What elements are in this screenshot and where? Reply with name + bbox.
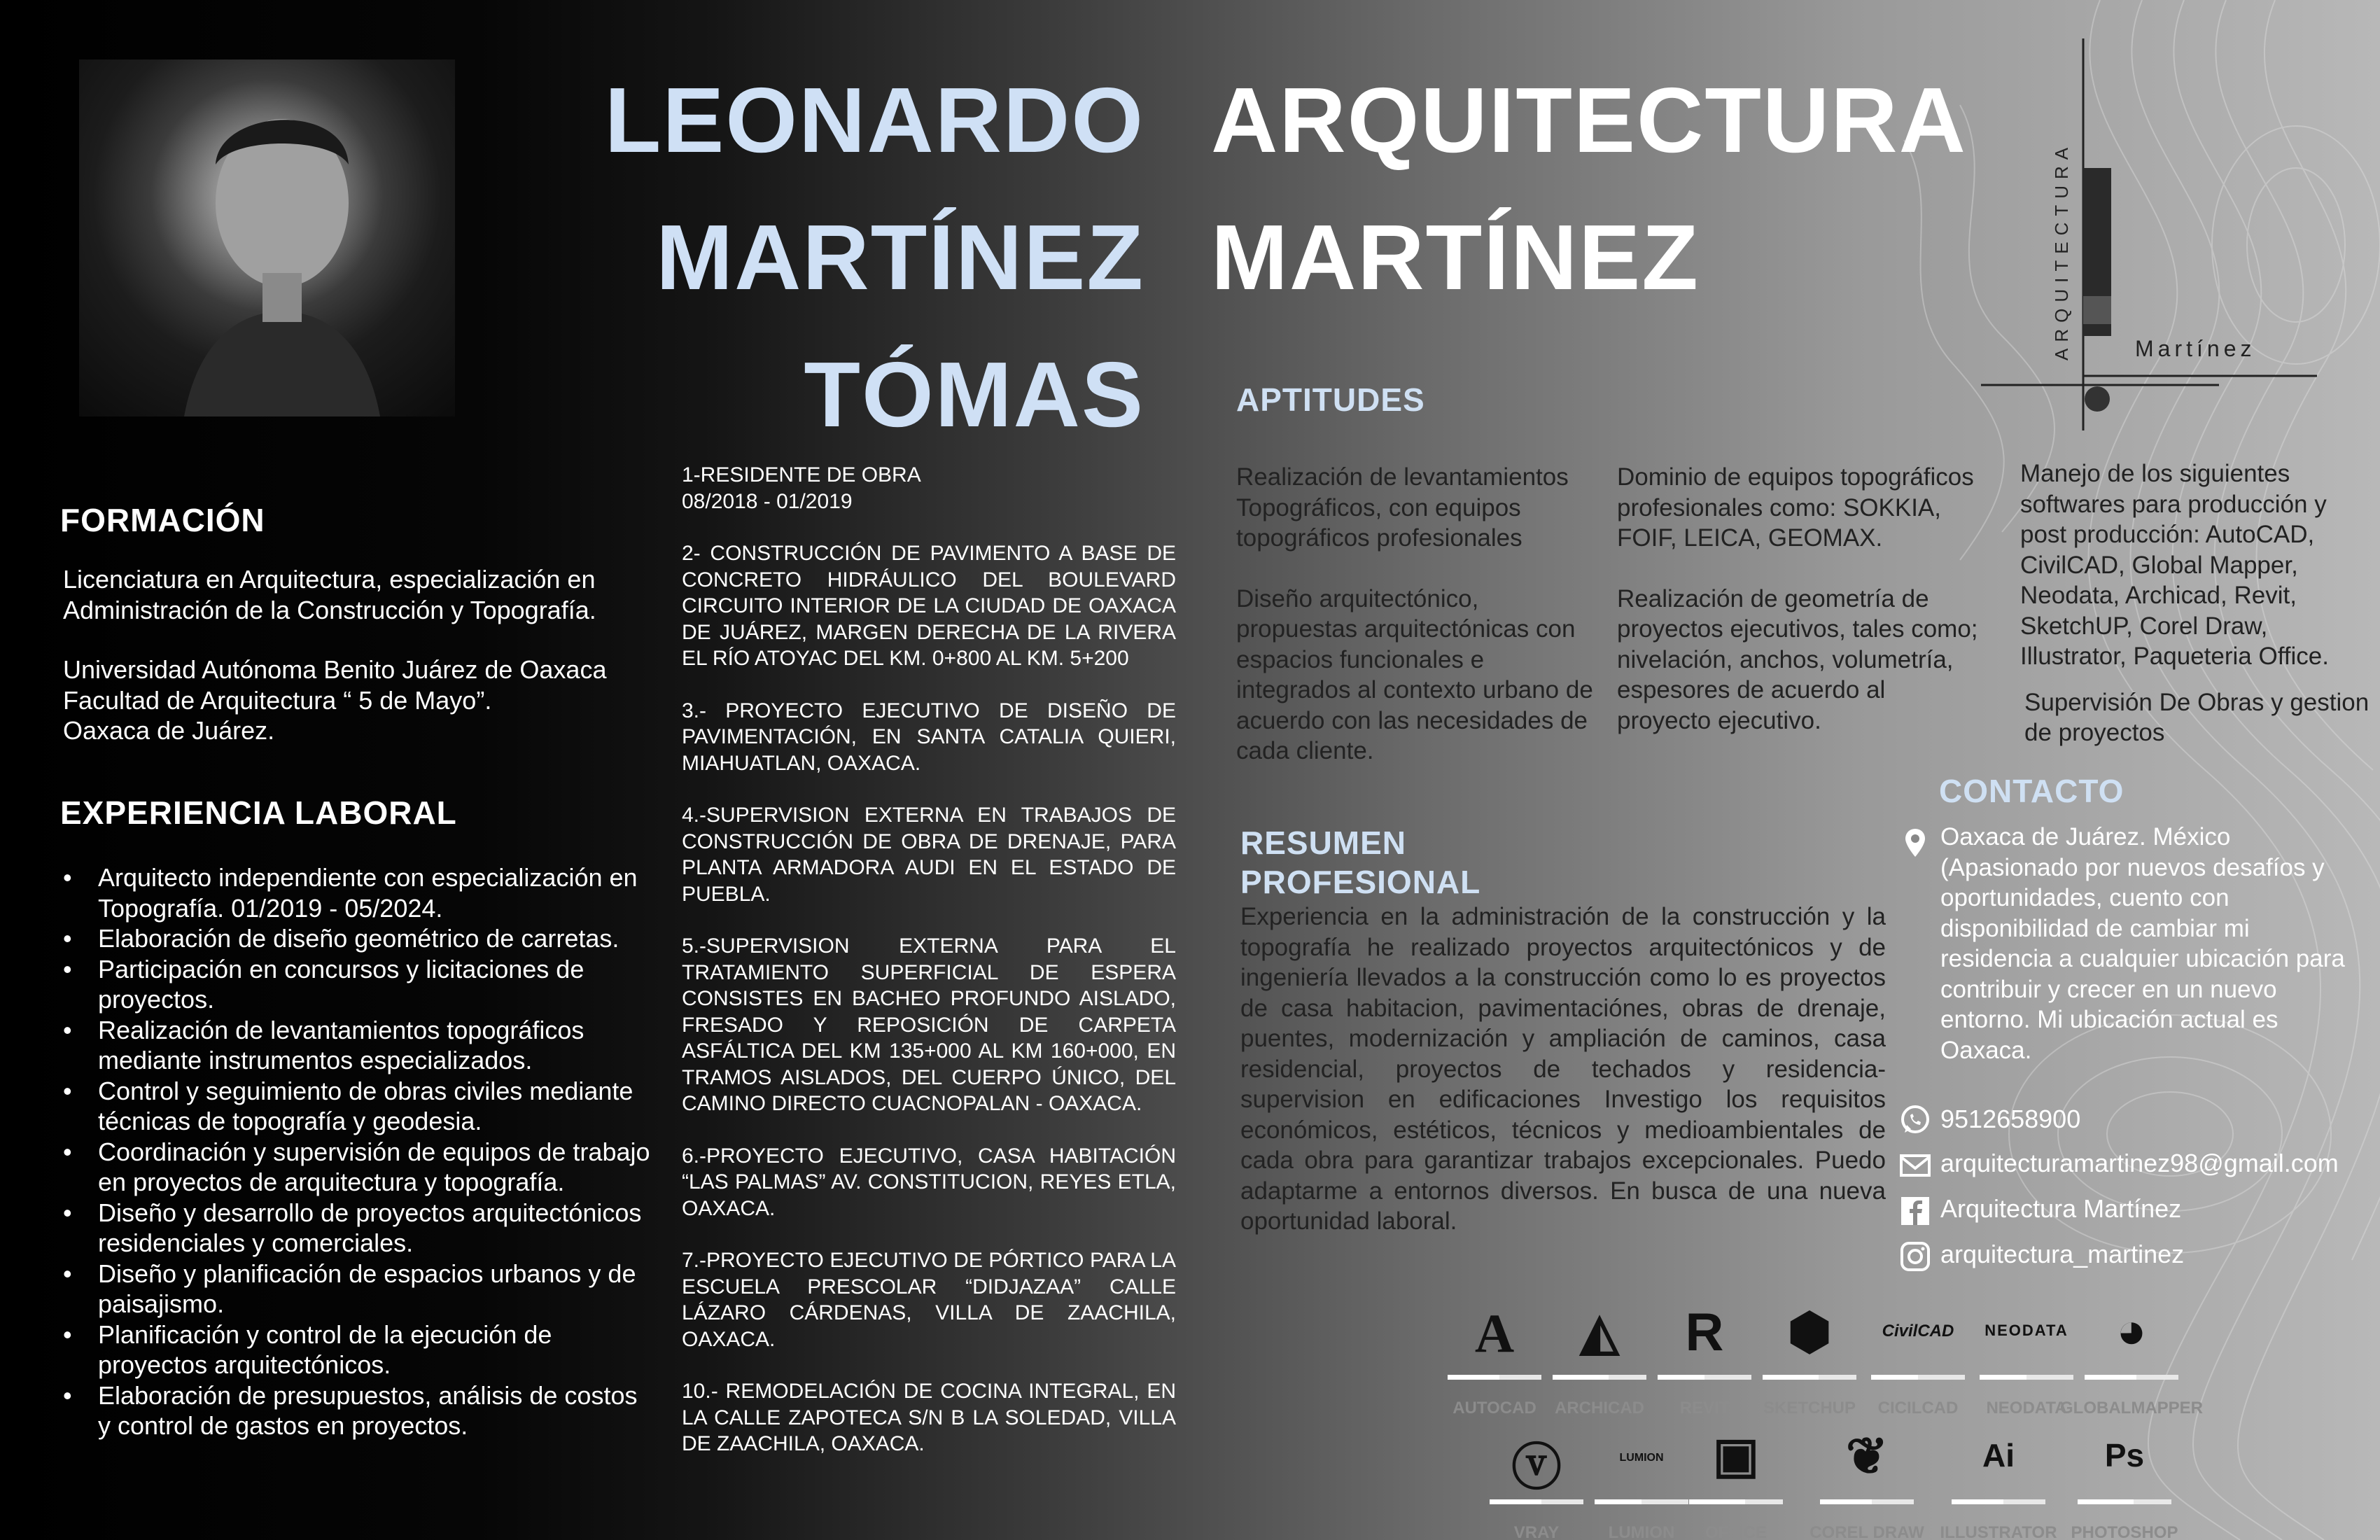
coreldraw-label: COREL DRAW (1809, 1523, 1924, 1540)
office-level-fill (1689, 1499, 1745, 1504)
aptitudes-col1 (1236, 462, 1600, 766)
sketchup-level-bar (1763, 1375, 1856, 1380)
photoshop-icon: Ps (2104, 1437, 2145, 1474)
name-line-1: LEONARDO (604, 69, 1144, 172)
office-level-bar (1689, 1499, 1783, 1504)
aptitude-item: Diseño arquitectónico, propuestas arquitectónicas con espacios funcionales e integrados al contexto urbano de acuerdo con las necesidades de cada cliente. (1236, 584, 1593, 764)
project-item: 10.- REMODELACIÓN DE COCINA INTEGRAL, EN LA CALLE ZAPOTECA S/N B LA SOLEDAD, VILLA DE ZAACHILA, OAXACA. (682, 1380, 1176, 1455)
archicad-icon: ◭ (1580, 1304, 1619, 1360)
office-icon: ▣ (1712, 1428, 1760, 1483)
archicad-level-fill (1553, 1375, 1609, 1380)
autocad-level-fill (1448, 1375, 1499, 1380)
brand-logo-vertical-text: ARQUITECTURA (2051, 141, 2072, 360)
project-item: 7.-PROYECTO EJECUTIVO DE PÓRTICO PARA LA ESCUELA PRESCOLAR “DIDJAZAA” CALLE LÁZARO CÁRDENAS, VILLA DE ZAACHILA, OAXACA. (682, 1249, 1176, 1351)
aptitude-item: Realización de levantamientos Topográficos, con equipos topográficos profesionales (1236, 463, 1569, 552)
aptitudes-col2 (1617, 462, 1981, 736)
illustrator-level-bar (1952, 1499, 2045, 1504)
contacto-title: CONTACTO (1939, 773, 2124, 809)
formacion-school-line: Facultad de Arquitectura “ 5 de Mayo”. (63, 685, 492, 715)
civilcad-icon: CivilCAD (1882, 1322, 1954, 1340)
aptitudes-col3 (2020, 458, 2370, 748)
contact-email[interactable] (1897, 1149, 2339, 1178)
list-item: • Elaboración de diseño geométrico de carretas. (60, 923, 654, 954)
project-item: 6.-PROYECTO EJECUTIVO, CASA HABITACIÓN “LAS PALMAS” AV. CONSTITUCION, REYES ETLA, OAXACA. (682, 1144, 1176, 1220)
archicad-level-bar (1553, 1375, 1646, 1380)
contact-phone[interactable] (1897, 1105, 2080, 1134)
globalmapper-level-bar (2085, 1375, 2178, 1380)
neodata-label: NEODATA (1986, 1399, 2067, 1418)
list-item: • Diseño y planificación de espacios urbanos y de paisajismo. (60, 1259, 654, 1320)
photoshop-level-fill (2078, 1499, 2134, 1504)
neodata-level-fill (1980, 1375, 2026, 1380)
list-item: • Realización de levantamientos topográficos mediante instrumentos especializados. (60, 1015, 654, 1076)
brand-logo (1981, 38, 2331, 430)
list-item: • Arquitecto independiente con especialización en Topografía. 01/2019 - 05/2024. (60, 862, 654, 923)
lumion-level-fill (1595, 1499, 1642, 1504)
contact-email-text: arquitecturamartinez98@gmail.com (1940, 1149, 2339, 1177)
photoshop-label: PHOTOSHOP (2071, 1523, 2178, 1540)
project-item: 2- CONSTRUCCIÓN DE PAVIMENTO A BASE DE CONCRETO HIDRÁULICO DEL BOULEVARD CIRCUITO INTERIOR DE LA CIUDAD DE OAXACA DE JUÁREZ, MARGEN DERECHA DE LA RIVERA EL RÍO ATOYAC DEL KM. 0+800 AL KM. 5+200 (682, 542, 1176, 670)
experiencia-title: EXPERIENCIA LABORAL (60, 794, 457, 831)
profile-photo (79, 59, 455, 416)
office-label: OFFICE (1705, 1523, 1767, 1540)
photoshop-level-bar (2078, 1499, 2171, 1504)
project-item: 5.-SUPERVISION EXTERNA PARA EL TRATAMIENTO SUPERFICIAL DE ESPERA CONSISTES EN BACHEO PROFUNDO AISLADO, FRESADO Y REPOSICIÓN DE CARPETA ASFÁLTICA DEL KM 135+000 AL KM 160+000, EN TRAMOS AISLADOS, DEL CUERPO ÚNICO, DEL CAMINO DIRECTO CUACNOPALAN - OAXACA. (682, 934, 1176, 1115)
revit-icon: R (1685, 1303, 1724, 1362)
project-item: 3.- PROYECTO EJECUTIVO DE DISEÑO DE PAVIMENTACIÓN, EN SANTA CATALIA QUIERI, MIAHUATLAN, OAXACA. (682, 699, 1176, 775)
revit-level-bar (1658, 1375, 1751, 1380)
archicad-label: ARCHICAD (1555, 1399, 1644, 1418)
name-line-3: TÓMAS (804, 343, 1144, 446)
civilcad-level-fill (1871, 1375, 1918, 1380)
coreldraw-level-fill (1820, 1499, 1872, 1504)
revit-label: REVIT (1679, 1399, 1730, 1418)
project-item: 4.-SUPERVISION EXTERNA EN TRABAJOS DE CONSTRUCCIÓN DE OBRA DE DRENAJE, PARA PLANTA ARMADORA AUDI EN EL ESTADO DE PUEBLA. (682, 804, 1176, 906)
autocad-label: AUTOCAD (1452, 1399, 1536, 1418)
list-item: • Coordinación y supervisión de equipos de trabajo en proyectos de arquitectura y topografía. (60, 1137, 654, 1198)
brand-line-2: MARTÍNEZ (1211, 206, 1700, 309)
civilcad-label: CICILCAD (1877, 1399, 1959, 1418)
globalmapper-label: GLOBALMAPPER (2060, 1399, 2203, 1418)
vray-label: VRAY (1513, 1523, 1560, 1540)
formacion-school-line: Universidad Autónoma Benito Juárez de Oaxaca (63, 655, 607, 684)
vray-level-bar (1490, 1499, 1583, 1504)
experiencia-list (60, 862, 654, 1441)
resumen-title (1240, 823, 1480, 902)
globalmapper-level-fill (2085, 1375, 2136, 1380)
sketchup-label: SKETCHUP (1763, 1399, 1856, 1418)
autocad-level-bar (1448, 1375, 1541, 1380)
aptitudes-title: APTITUDES (1236, 382, 1425, 418)
revit-level-fill (1658, 1375, 1704, 1380)
resumen-title-line: PROFESIONAL (1240, 864, 1481, 900)
formacion-school-line: Oaxaca de Juárez. (63, 716, 275, 745)
contact-phone-text: 9512658900 (1940, 1105, 2081, 1133)
formacion-degree: Licenciatura en Arquitectura, especialización en Administración de la Construcción y Topografía. (63, 565, 596, 624)
sketchup-level-fill (1763, 1375, 1819, 1380)
vray-level-fill (1490, 1499, 1541, 1504)
list-item: • Participación en concursos y licitaciones de proyectos. (60, 954, 654, 1015)
aptitude-item: Dominio de equipos topográficos profesionales como: SOKKIA, FOIF, LEICA, GEOMAX. (1617, 463, 1974, 552)
lumion-level-bar (1595, 1499, 1688, 1504)
list-item: • Control y seguimiento de obras civiles mediante técnicas de topografía y geodesia. (60, 1076, 654, 1137)
coreldraw-icon: ❦ (1845, 1429, 1889, 1485)
contact-instagram-text: arquitectura_martinez (1940, 1240, 2185, 1268)
brand-line-1: ARQUITECTURA (1211, 69, 1967, 172)
illustrator-level-fill (1952, 1499, 2003, 1504)
aptitude-item: Supervisión De Obras y gestion de proyectos (2024, 688, 2370, 746)
aptitude-item: Realización de geometría de proyectos ejecutivos, tales como; nivelación, anchos, volumetría, espesores de acuerdo al proyecto ejecutivo. (1617, 584, 1978, 734)
civilcad-level-bar (1871, 1375, 1965, 1380)
lumion-icon: LUMION (1619, 1452, 1664, 1464)
aptitude-item: Manejo de los siguientes softwares para producción y post producción: AutoCAD, CivilCAD, Global Mapper, Neodata, Archicad, Revit, SketchUP, Corel Draw, Illustrator, Paqueteria Office. (2020, 460, 2329, 670)
brand-logo-horizontal-text: Martínez (2135, 336, 2256, 361)
coreldraw-level-bar (1820, 1499, 1914, 1504)
contact-facebook-text: Arquitectura Martínez (1940, 1194, 2182, 1223)
contact-location: Oaxaca de Juárez. México (Apasionado por nuevos desafíos y oportunidades, cuento con disponibilidad de cambiar mi residencia a cualquier ubicación para contribuir y crecer en un nuevo entorno. Mi ubicación actual es Oaxaca. (1940, 823, 2345, 1064)
resumen-title-line: RESUMEN (1240, 825, 1407, 861)
contact-instagram[interactable] (1897, 1240, 2184, 1269)
location-pin-icon (1898, 826, 1932, 860)
project-item: 1-RESIDENTE DE OBRA 08/2018 - 01/2019 (682, 463, 921, 513)
resumen-text: Experiencia en la administración de la construcción y la topografía he realizado proyectos arquitectónicos y de ingeniería llevados a la construcción como lo es proyectos de casa habitacion, pavimentaciónes, obras de drenaje, puentes, modernización y ampliación de caminos, casa residencial, proyectos de techados y residencia-supervision en edificaciones Investigo los requisitos económicos, estéticos, técnicos y medioambientales de cada obra para garantizar trabajos excepcionales. Puedo adaptarme a entornos diversos. En busca de una nueva oportunidad laboral. (1240, 903, 1886, 1235)
globalmapper-icon: ◕ (2116, 1303, 2147, 1359)
projects-list (682, 462, 1176, 1483)
neodata-icon: NEODATA (1984, 1322, 2068, 1339)
autocad-icon: A (1474, 1303, 1515, 1364)
illustrator-icon: Ai (1982, 1437, 2015, 1474)
name-line-2: MARTÍNEZ (656, 206, 1144, 309)
formacion-school (63, 654, 679, 746)
illustrator-label: ILLUSTRATOR (1940, 1523, 2057, 1540)
list-item: • Planificación y control de la ejecución de proyectos arquitectónicos. (60, 1320, 654, 1380)
contact-facebook[interactable] (1897, 1194, 2181, 1224)
formacion-title: FORMACIÓN (60, 502, 265, 538)
list-item: • Elaboración de presupuestos, análisis de costos y control de gastos en proyectos. (60, 1380, 654, 1441)
lumion-label: LUMION (1608, 1523, 1675, 1540)
vray-icon: ⓥ (1511, 1440, 1562, 1496)
sketchup-icon: ⬢ (1787, 1304, 1832, 1360)
neodata-level-bar (1980, 1375, 2073, 1380)
list-item: • Diseño y desarrollo de proyectos arquitectónicos residenciales y comerciales. (60, 1198, 654, 1259)
